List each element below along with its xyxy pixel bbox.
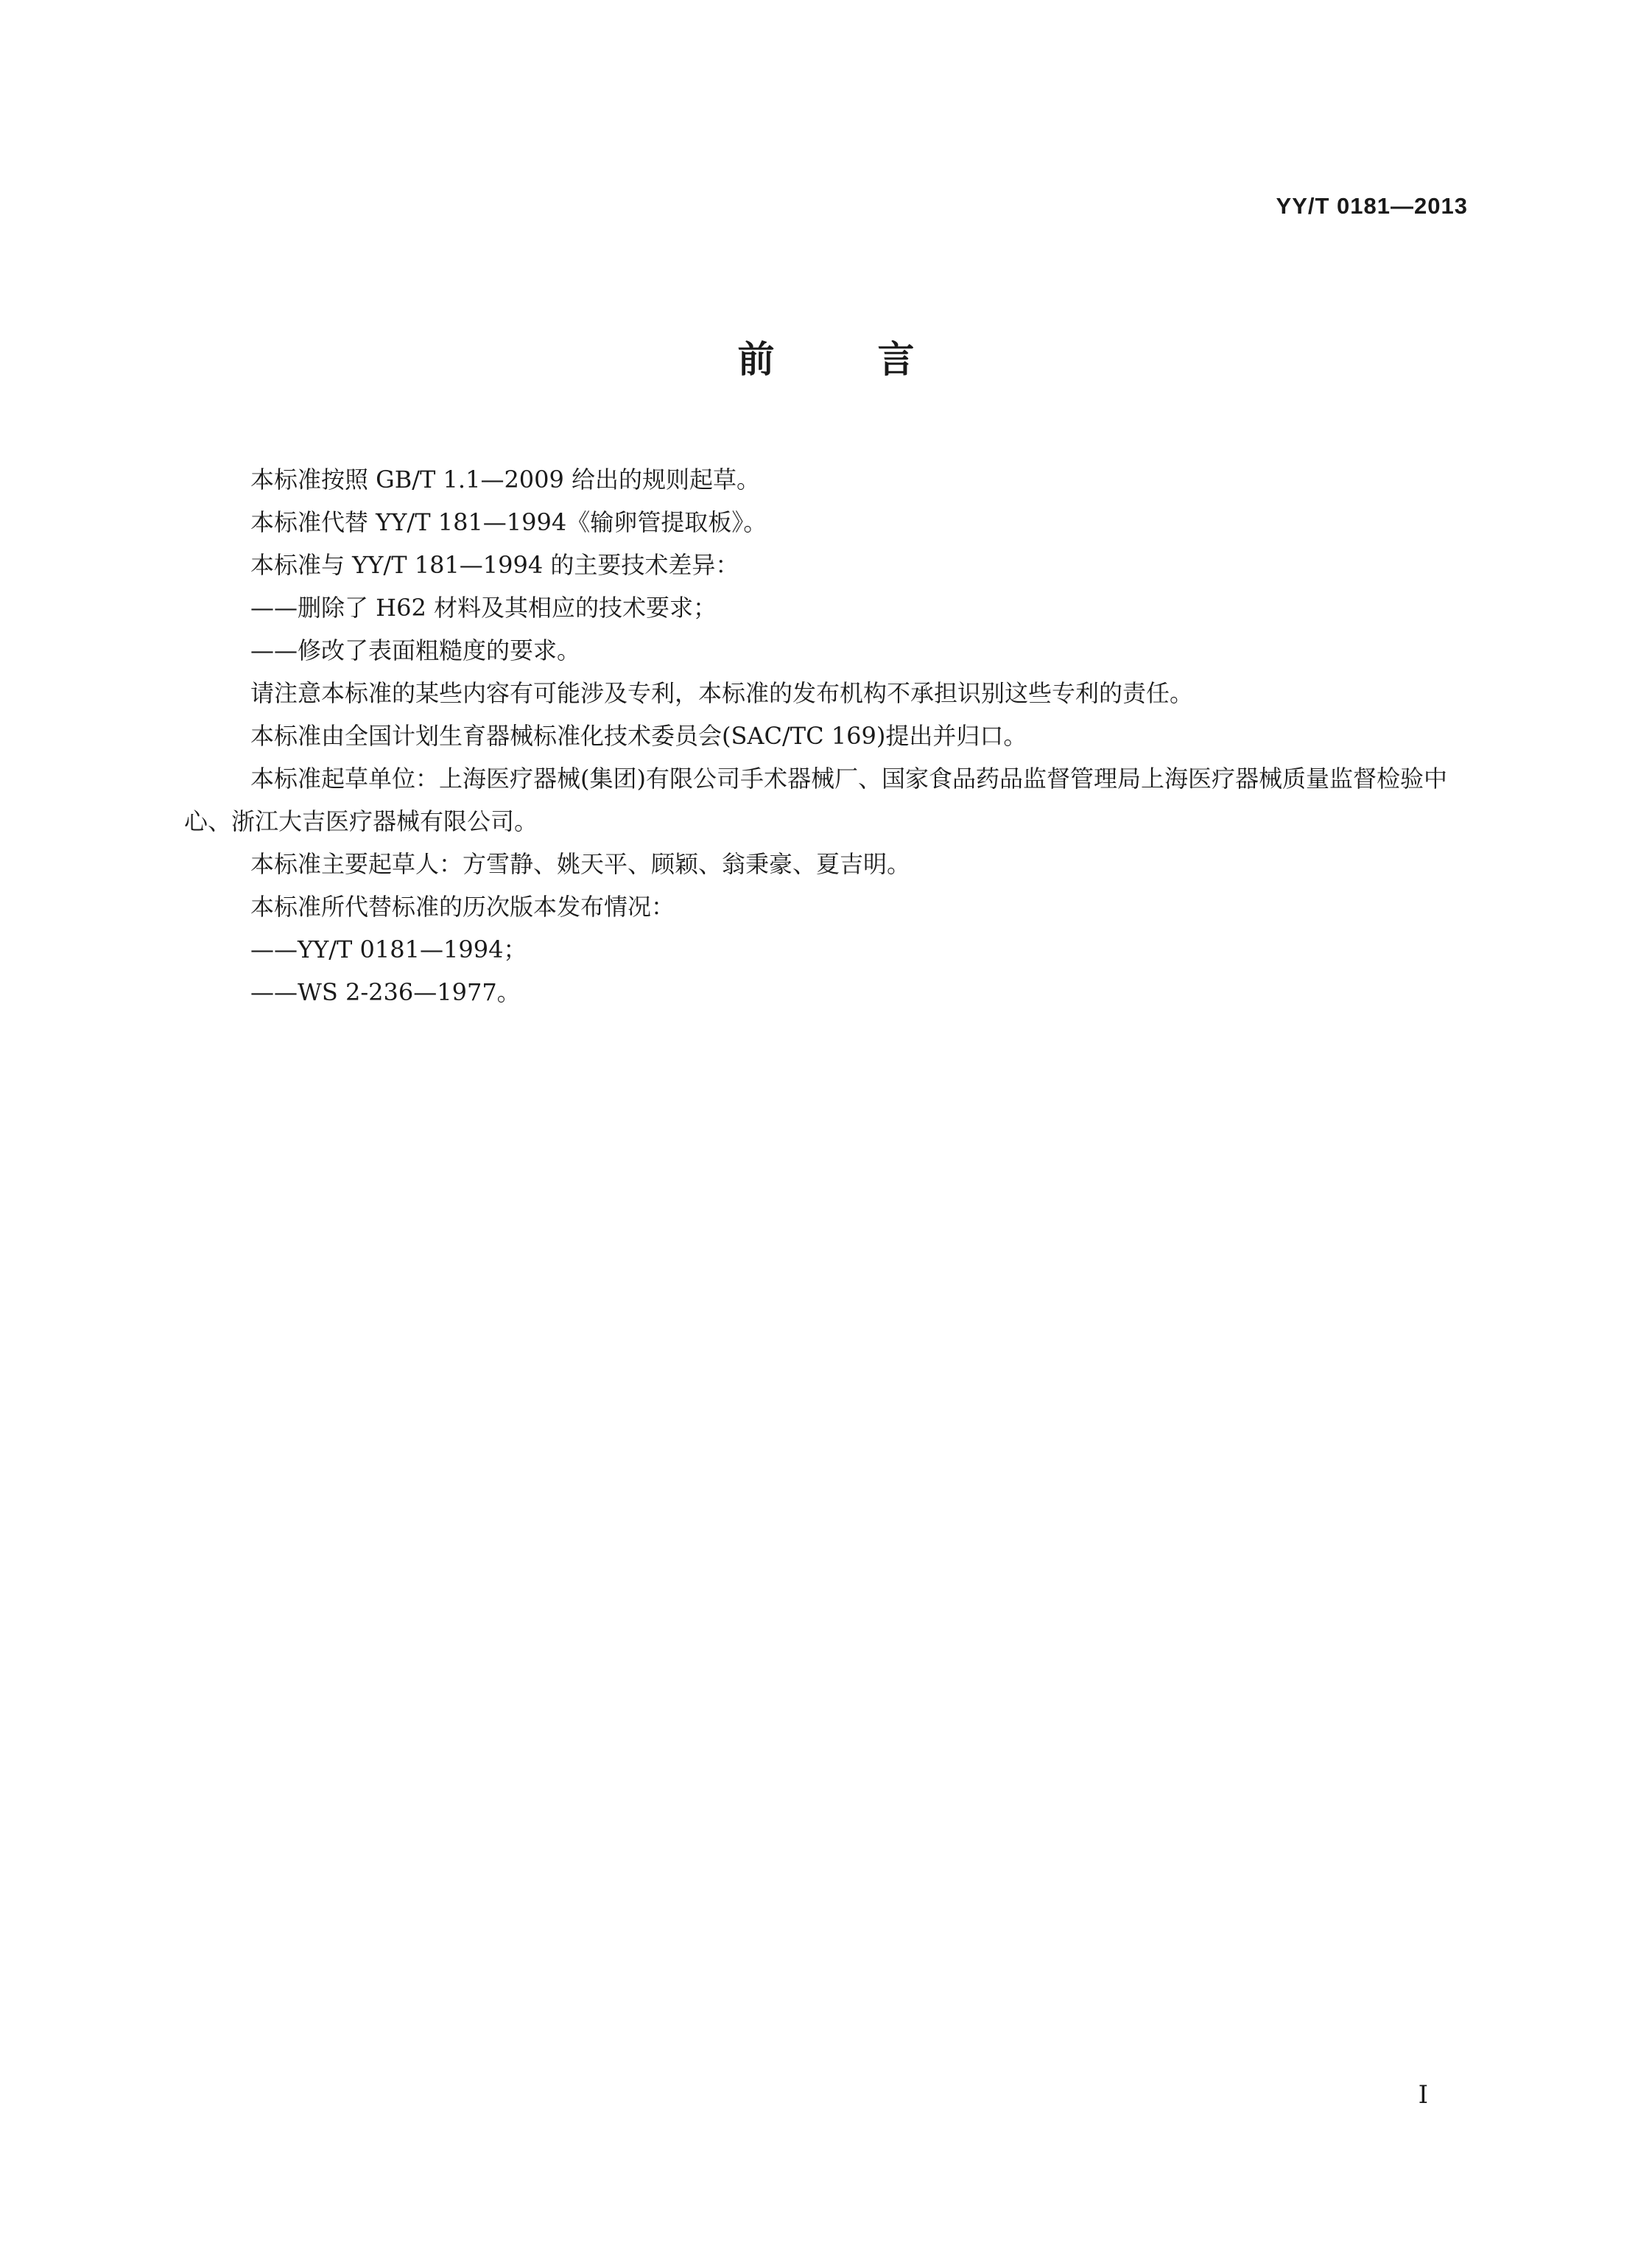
page-title: 前言 (737, 338, 1018, 381)
foreword-body (184, 458, 1473, 1014)
paragraph-drafting-units: 本标准起草单位：上海医疗器械(集团)有限公司手术器械厂、国家食品药品监督管理局上海医疗器械质量监督检验中心、浙江大吉医疗器械有限公司。 (184, 765, 1447, 835)
list-item-difference-2: ——修改了表面粗糙度的要求。 (250, 636, 581, 664)
paragraph-replaces: 本标准代替 YY/T 181—1994《输卵管提取板》。 (250, 508, 767, 536)
page-number: I (1418, 2080, 1428, 2110)
list-item-difference-1: ——删除了 H62 材料及其相应的技术要求； (250, 594, 717, 622)
paragraph-patent-notice: 请注意本标准的某些内容有可能涉及专利，本标准的发布机构不承担识别这些专利的责任。 (250, 679, 1194, 707)
list-item-version-1: ——YY/T 0181—1994； (250, 935, 527, 963)
paragraph-differences: 本标准与 YY/T 181—1994 的主要技术差异： (250, 551, 739, 579)
standard-code: YY/T 0181—2013 (1276, 193, 1468, 219)
paragraph-drafting-rules: 本标准按照 GB/T 1.1—2009 给出的规则起草。 (250, 466, 761, 494)
list-item-version-2: ——WS 2-236—1977。 (250, 978, 521, 1006)
paragraph-proposed-by: 本标准由全国计划生育器械标准化技术委员会(SAC/TC 169)提出并归口。 (250, 722, 1027, 750)
paragraph-version-history: 本标准所代替标准的历次版本发布情况： (250, 893, 675, 921)
paragraph-drafters: 本标准主要起草人：方雪静、姚天平、顾颖、翁秉豪、夏吉明。 (250, 850, 911, 878)
